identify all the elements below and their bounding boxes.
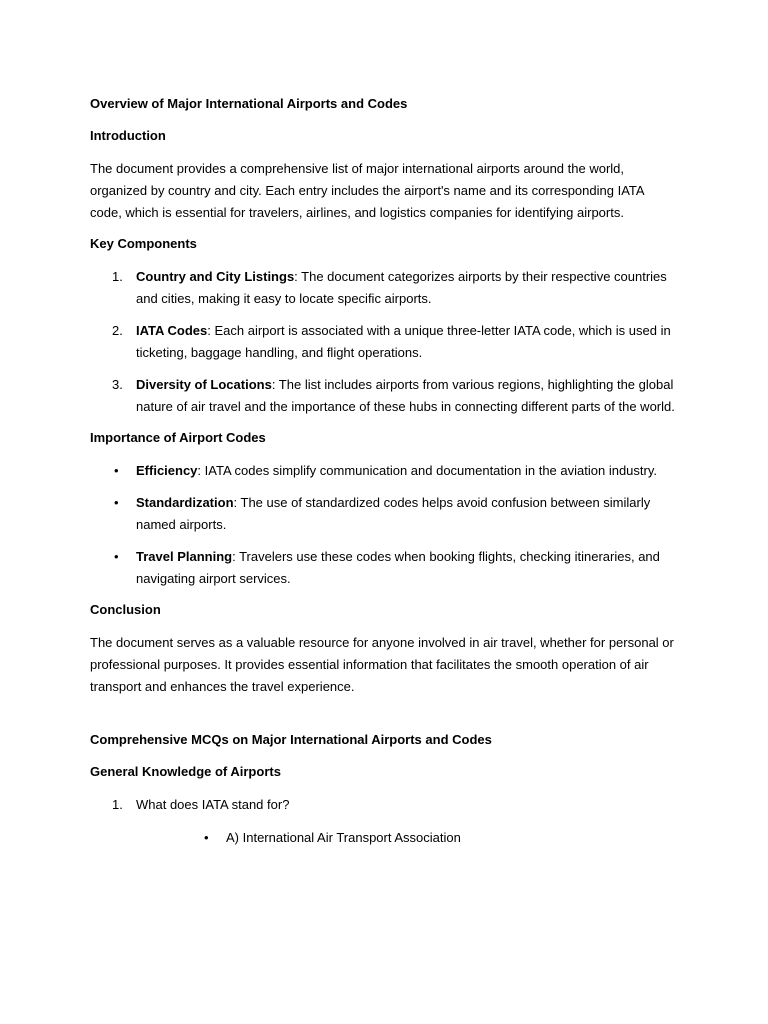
bullet-icon: • <box>114 549 119 564</box>
key-components-heading: Key Components <box>90 236 197 251</box>
bullet-icon: • <box>204 830 209 845</box>
question-number: 1. <box>112 797 123 812</box>
mcq-question <box>90 794 678 849</box>
key-component-item <box>90 320 678 364</box>
item-text: : The list includes airports from various regions, highlighting the global nature of air travel and the importance of these hubs in connecting different parts of the world. <box>136 377 675 414</box>
item-term: Standardization <box>136 495 234 510</box>
key-component-item <box>90 266 678 310</box>
item-term: Country and City Listings <box>136 269 295 284</box>
document-title: Overview of Major International Airports and Codes <box>90 96 408 111</box>
conclusion-paragraph: The document serves as a valuable resource for anyone involved in air travel, whether for personal or professional purposes. It provides essential information that facilitates the smooth operation of air transport and enhances the travel experience. <box>90 635 674 694</box>
item-term: IATA Codes <box>136 323 208 338</box>
introduction-paragraph: The document provides a comprehensive list of major international airports around the world, organized by country and city. Each entry includes the airport's name and its corresponding IATA code, which is essential for travelers, airlines, and logistics companies for identifying airports. <box>90 161 644 220</box>
list-number: 1. <box>112 269 123 284</box>
item-text: : Travelers use these codes when booking flights, checking itineraries, and navigating airport services. <box>136 549 660 586</box>
section-spacer <box>90 708 678 730</box>
answer-option <box>136 827 678 849</box>
importance-list <box>90 460 678 590</box>
introduction-heading: Introduction <box>90 128 166 143</box>
mcq-section-heading: General Knowledge of Airports <box>90 764 281 779</box>
option-text: A) International Air Transport Association <box>226 830 461 845</box>
bullet-icon: • <box>114 495 119 510</box>
key-component-item <box>90 374 678 418</box>
mcq-list <box>90 794 678 849</box>
key-components-list <box>90 266 678 418</box>
question-text: What does IATA stand for? <box>136 797 290 812</box>
list-number: 3. <box>112 377 123 392</box>
item-text: : The document categorizes airports by their respective countries and cities, making it easy to locate specific airports. <box>136 269 667 306</box>
importance-heading: Importance of Airport Codes <box>90 430 266 445</box>
bullet-icon: • <box>114 463 119 478</box>
item-text: : Each airport is associated with a unique three-letter IATA code, which is used in ticketing, baggage handling, and flight operations. <box>136 323 671 360</box>
item-text: : The use of standardized codes helps avoid confusion between similarly named airports. <box>136 495 651 532</box>
mcq-title: Comprehensive MCQs on Major International Airports and Codes <box>90 732 492 747</box>
importance-item <box>90 492 678 536</box>
conclusion-heading: Conclusion <box>90 602 161 617</box>
item-term: Diversity of Locations <box>136 377 272 392</box>
importance-item <box>90 546 678 590</box>
answer-options <box>136 827 678 849</box>
item-term: Travel Planning <box>136 549 233 564</box>
importance-item <box>90 460 678 482</box>
item-term: Efficiency <box>136 463 198 478</box>
list-number: 2. <box>112 323 123 338</box>
item-text: : IATA codes simplify communication and documentation in the aviation industry. <box>197 463 657 478</box>
